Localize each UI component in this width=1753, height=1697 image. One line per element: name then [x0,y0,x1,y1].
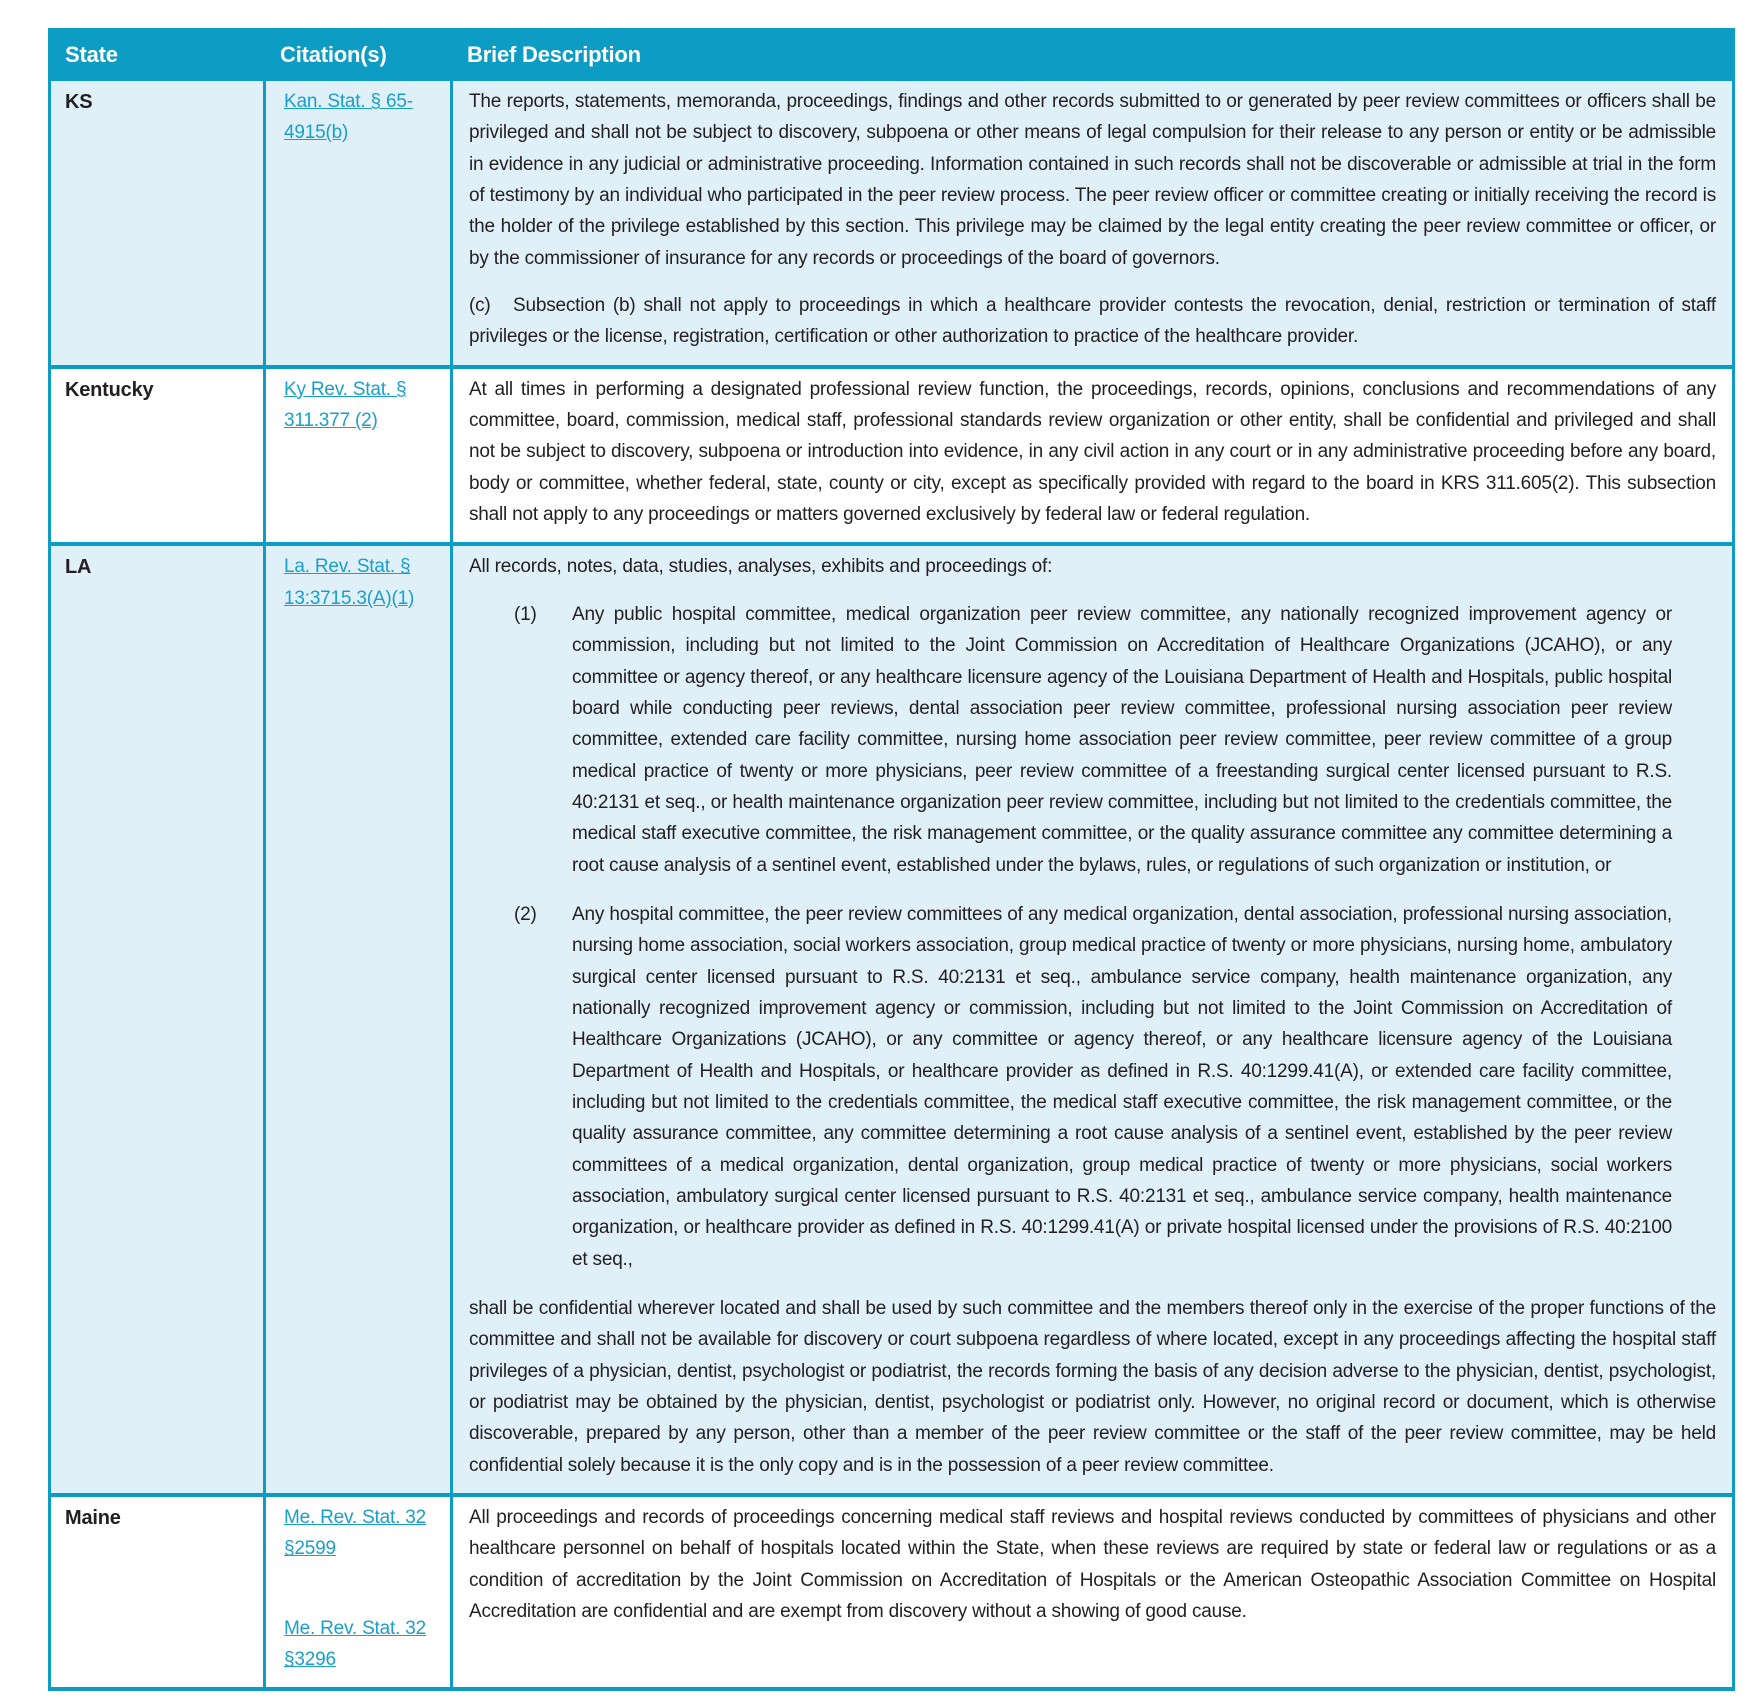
description-closing: shall be confidential wherever located and shall be used by such committee and the members thereof only in the exercise of the proper functions of the committee and shall not be available for discovery or court subpoena regardless of where located, except in any proceedings affecting the hospital staff privileges of a physician, dentist, psychologist or podiatrist, the records forming the basis of any decision adverse to the physician, dentist, psychologist, or podiatrist may be obtained by the physician, dentist, psychologist or podiatrist only. However, no original record or document, which is otherwise discoverable, prepared by any person, other than a member of the peer review committee or the staff of the peer review committee, may be held confidential solely because it is the only copy and is in the possession of a peer review committee. [469,1298,1716,1476]
citation-link[interactable]: Me. Rev. Stat. 32 §2599 [284,1507,426,1560]
state-name: LA [50,544,265,1495]
table-row-maine [50,1495,1734,1689]
column-header-brief-description: Brief Description [452,30,1734,79]
citation-link[interactable]: Me. Rev. Stat. 32 §3296 [284,1617,426,1671]
paragraph-label: (c) [469,295,491,317]
table-header [50,30,1734,79]
citation-link[interactable]: La. Rev. Stat. § 13:3715.3(A)(1) [284,556,415,609]
description-intro: All records, notes, data, studies, analyses, exhibits and proceedings of: [469,556,1053,578]
description-cell [452,544,1734,1495]
description-paragraph [469,290,1716,353]
citation-link[interactable]: Ky Rev. Stat. § 311.377 (2) [284,378,407,432]
item-number: (2) [514,903,537,925]
table-row-la [50,544,1734,1495]
description-cell [452,79,1734,367]
item-text: Any hospital committee, the peer review committees of any medical organization, dental association, professional nursing association, nursing home association, social workers association, group medical practice of twenty or more physicians, nursing home, ambulatory surgical center licensed pursuant to R.S. 40:2131 et seq., ambulance service company, health maintenance organization, any nationally recognized improvement agency or commission, including but not limited to the Joint Commission on Accreditation of Healthcare Organizations (JCAHO), or any committee or agency thereof, or any healthcare licensure agency of the Louisiana Department of Health and Hospitals, or healthcare provider as defined in R.S. 40:1299.41(A), or extended care facility committee, including but not limited to the credentials committee, the medical staff executive committee, the risk management committee, or the quality assurance committee, any committee determining a root cause analysis of a sentinel event, established by the peer review committees of a medical organization, dental organization, group medical practice of twenty or more physicians, social workers association, ambulatory surgical center licensed pursuant to R.S. 40:2131 et seq., ambulance service company, health maintenance organization, or healthcare provider as defined in R.S. 40:1299.41(A) or private hospital licensed under the provisions of R.S. 40:2100 et seq., [572,903,1672,1270]
citations-cell [265,544,452,1495]
description-paragraph: At all times in performing a designated professional review function, the proceedings, records, opinions, conclusions and recommendations of any committee, board, commission, medical staff, professional standards review organization or other entity, shall be confidential and privileged and shall not be subject to discovery, subpoena or introduction into evidence, in any civil action in any court or in any administrative proceeding before any board, body or committee, whether federal, state, county or city, except as specifically provided with regard to the board in KRS 311.605(2). This subsection shall not apply to any proceedings or matters governed exclusively by federal law or federal regulation. [469,378,1716,526]
item-number: (1) [514,603,537,625]
description-cell [452,367,1734,545]
header-row [50,30,1734,79]
item-text: Any public hospital committee, medical organization peer review committee, any nationally recognized improvement agency or commission, including but not limited to the Joint Commission on Accreditation of Healthcare Organizations (JCAHO), or any committee or agency thereof, or any healthcare licensure agency of the Louisiana Department of Health and Hospitals, public hospital board while conducting peer reviews, dental association peer review committee, professional nursing association peer review committee, extended care facility committee, nursing home association peer review committee, peer review committee of a group medical practice of twenty or more physicians, peer review committee of a freestanding surgical center licensed pursuant to R.S. 40:2131 et seq., or health maintenance organization peer review committee, including but not limited to the credentials committee, the medical staff executive committee, the risk management committee, or the quality assurance committee any committee determining a root cause analysis of a sentinel event, established under the bylaws, rules, or regulations of such organization or institution, or [572,603,1672,876]
state-name: KS [50,79,265,367]
citations-cell [265,1495,452,1689]
state-name: Kentucky [50,367,265,545]
citations-cell [265,367,452,545]
column-header-state: State [50,30,265,79]
state-statute-table [48,28,1735,1691]
state-name: Maine [50,1495,265,1689]
numbered-item [469,599,1716,881]
description-paragraph: The reports, statements, memoranda, proceedings, findings and other records submitted to or generated by peer review committees or officers shall be privileged and shall not be subject to discovery, subpoena or other means of legal compulsion for their release to any person or entity or be admissible in evidence in any judicial or administrative proceeding. Information contained in such records shall not be discoverable or admissible at trial in the form of testimony by an individual who participated in the peer review process. The peer review officer or committee creating or initially receiving the record is the holder of the privilege established by this section. This privilege may be claimed by the legal entity creating the peer review committee or officer, or by the commissioner of insurance for any records or proceedings of the board of governors. [469,91,1716,269]
table-row-ks [50,79,1734,367]
description-cell [452,1495,1734,1689]
numbered-item [469,899,1716,1275]
citations-cell [265,79,452,367]
table-row-kentucky [50,367,1734,545]
description-paragraph: All proceedings and records of proceedings concerning medical staff reviews and hospital reviews conducted by committees of physicians and other healthcare personnel on behalf of hospitals located within the State, when these reviews are required by state or federal law or regulations or as a condition of accreditation by the Joint Commission on Accreditation of Hospitals or the American Osteopathic Association Committee on Hospital Accreditation are confidential and are exempt from discovery without a showing of good cause. [469,1507,1716,1623]
paragraph-text: Subsection (b) shall not apply to proceedings in which a healthcare provider contests the revocation, denial, restriction or termination of staff privileges or the license, registration, certification or other authorization to practice of the healthcare provider. [469,295,1716,348]
column-header-citations: Citation(s) [265,30,452,79]
citation-link[interactable]: Kan. Stat. § 65-4915(b) [284,91,413,144]
